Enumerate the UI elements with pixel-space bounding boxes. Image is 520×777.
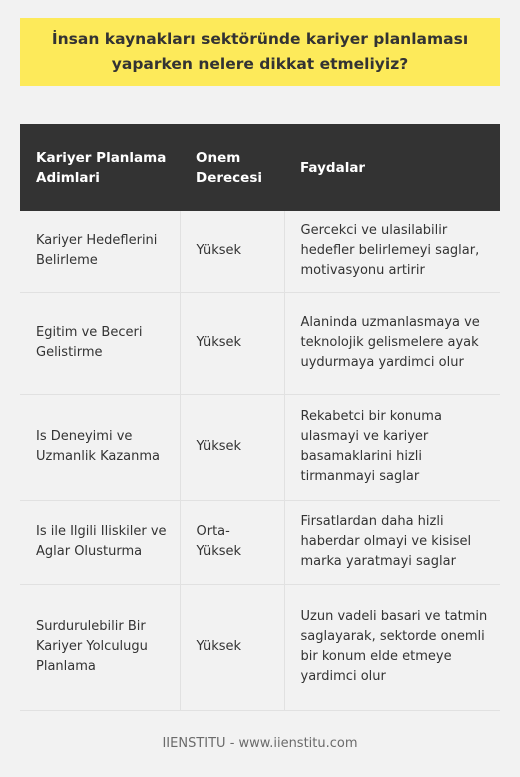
cell-importance: Yüksek <box>180 292 284 394</box>
table-row <box>20 584 500 710</box>
table-header-row <box>20 124 500 211</box>
cell-benefit: Alaninda uzmanlasmaya ve teknolojik gelismelere ayak uydurmaya yardimci olur <box>284 292 500 394</box>
career-planning-table <box>20 124 500 711</box>
cell-importance: Yüksek <box>180 394 284 500</box>
cell-step: Surdurulebilir Bir Kariyer Yolculugu Planlama <box>20 584 180 710</box>
cell-step: Egitim ve Beceri Gelistirme <box>20 292 180 394</box>
footer-credit: IIENSTITU - www.iienstitu.com <box>162 736 358 751</box>
header-benefits: Faydalar <box>284 124 500 211</box>
cell-benefit: Firsatlardan daha hizli haberdar olmayi ve kisisel marka yaratmayi saglar <box>284 500 500 584</box>
cell-importance: Yüksek <box>180 211 284 292</box>
header-steps: Kariyer Planlama Adimlari <box>20 124 180 211</box>
page-title: İnsan kaynakları sektöründe kariyer planlaması yaparken nelere dikkat etmeliyiz? <box>51 30 469 73</box>
cell-benefit: Gercekci ve ulasilabilir hedefler belirlemeyi saglar, motivasyonu artirir <box>284 211 500 292</box>
cell-importance: Orta-Yüksek <box>180 500 284 584</box>
cell-step: Kariyer Hedeflerini Belirleme <box>20 211 180 292</box>
cell-step: Is ile Ilgili Iliskiler ve Aglar Olusturma <box>20 500 180 584</box>
header-importance: Onem Derecesi <box>180 124 284 211</box>
table-row <box>20 500 500 584</box>
table-row <box>20 292 500 394</box>
cell-benefit: Rekabetci bir konuma ulasmayi ve kariyer basamaklarini hizli tirmanmayi saglar <box>284 394 500 500</box>
cell-step: Is Deneyimi ve Uzmanlik Kazanma <box>20 394 180 500</box>
title-banner <box>20 18 500 86</box>
table-row <box>20 211 500 292</box>
cell-benefit: Uzun vadeli basari ve tatmin saglayarak, sektorde onemli bir konum elde etmeye yardimci olur <box>284 584 500 710</box>
cell-importance: Yüksek <box>180 584 284 710</box>
table-row <box>20 394 500 500</box>
